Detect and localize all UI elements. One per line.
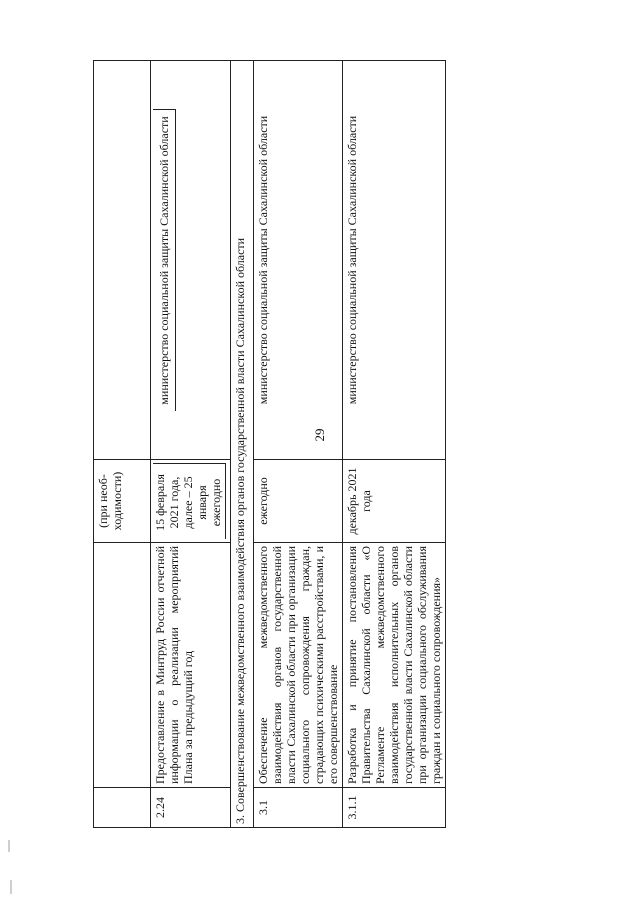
section-title: 3. Совершенствование межведомственного взаимодействия органов государственной власти Сахалинской области: [231, 61, 254, 828]
table-row-2-24: [151, 61, 231, 828]
row-action: Разработка и принятие постановления Правительства Сахалинской области «О Регламенте межведомственного взаимодействия исполнительных органов государственной власти Сахалинской области при организации социального обслуживания граждан и социального сопровождения»: [343, 543, 446, 788]
rotated-table-container: [93, 60, 443, 828]
row-number: 2.24: [151, 788, 231, 828]
table-row-3-1: [254, 61, 343, 828]
cell-responsible: [94, 61, 151, 460]
row-action: Обеспечение межведомственного взаимодействия органов государственной власти Сахалинской области при организации социального сопровождения граждан, страдающих психическими расстройствами, и его совершенствование: [254, 543, 343, 788]
row-number: 3.1.1: [343, 788, 446, 828]
row-responsible: [151, 61, 231, 460]
section-header-row: [231, 61, 254, 828]
scan-artifact: [10, 880, 12, 894]
cell-term: (при необ-ходимости): [94, 460, 151, 543]
cell-action: [94, 543, 151, 788]
row-responsible-text: министерство социальной защиты Сахалинской области: [153, 109, 176, 410]
row-term-text: 15 февраля 2021 года, далее – 25 января ежегодно: [153, 463, 226, 539]
cell-num: [94, 788, 151, 828]
row-responsible: министерство социальной защиты Сахалинской области: [254, 61, 343, 460]
row-responsible: министерство социальной защиты Сахалинской области: [343, 61, 446, 460]
scan-artifact: [8, 840, 10, 852]
row-term: [151, 460, 231, 543]
table-row-3-1-1: [343, 61, 446, 828]
page-number: 29: [312, 428, 327, 442]
row-term: декабрь 2021 года: [343, 460, 446, 543]
row-term: ежегодно: [254, 460, 343, 543]
table-row-continuation: [94, 61, 151, 828]
row-action: Предоставление в Минтруд России отчетной информации о реализации мероприятий Плана за предыдущий год: [151, 543, 231, 788]
plan-table: [93, 60, 446, 828]
row-number: 3.1: [254, 788, 343, 828]
